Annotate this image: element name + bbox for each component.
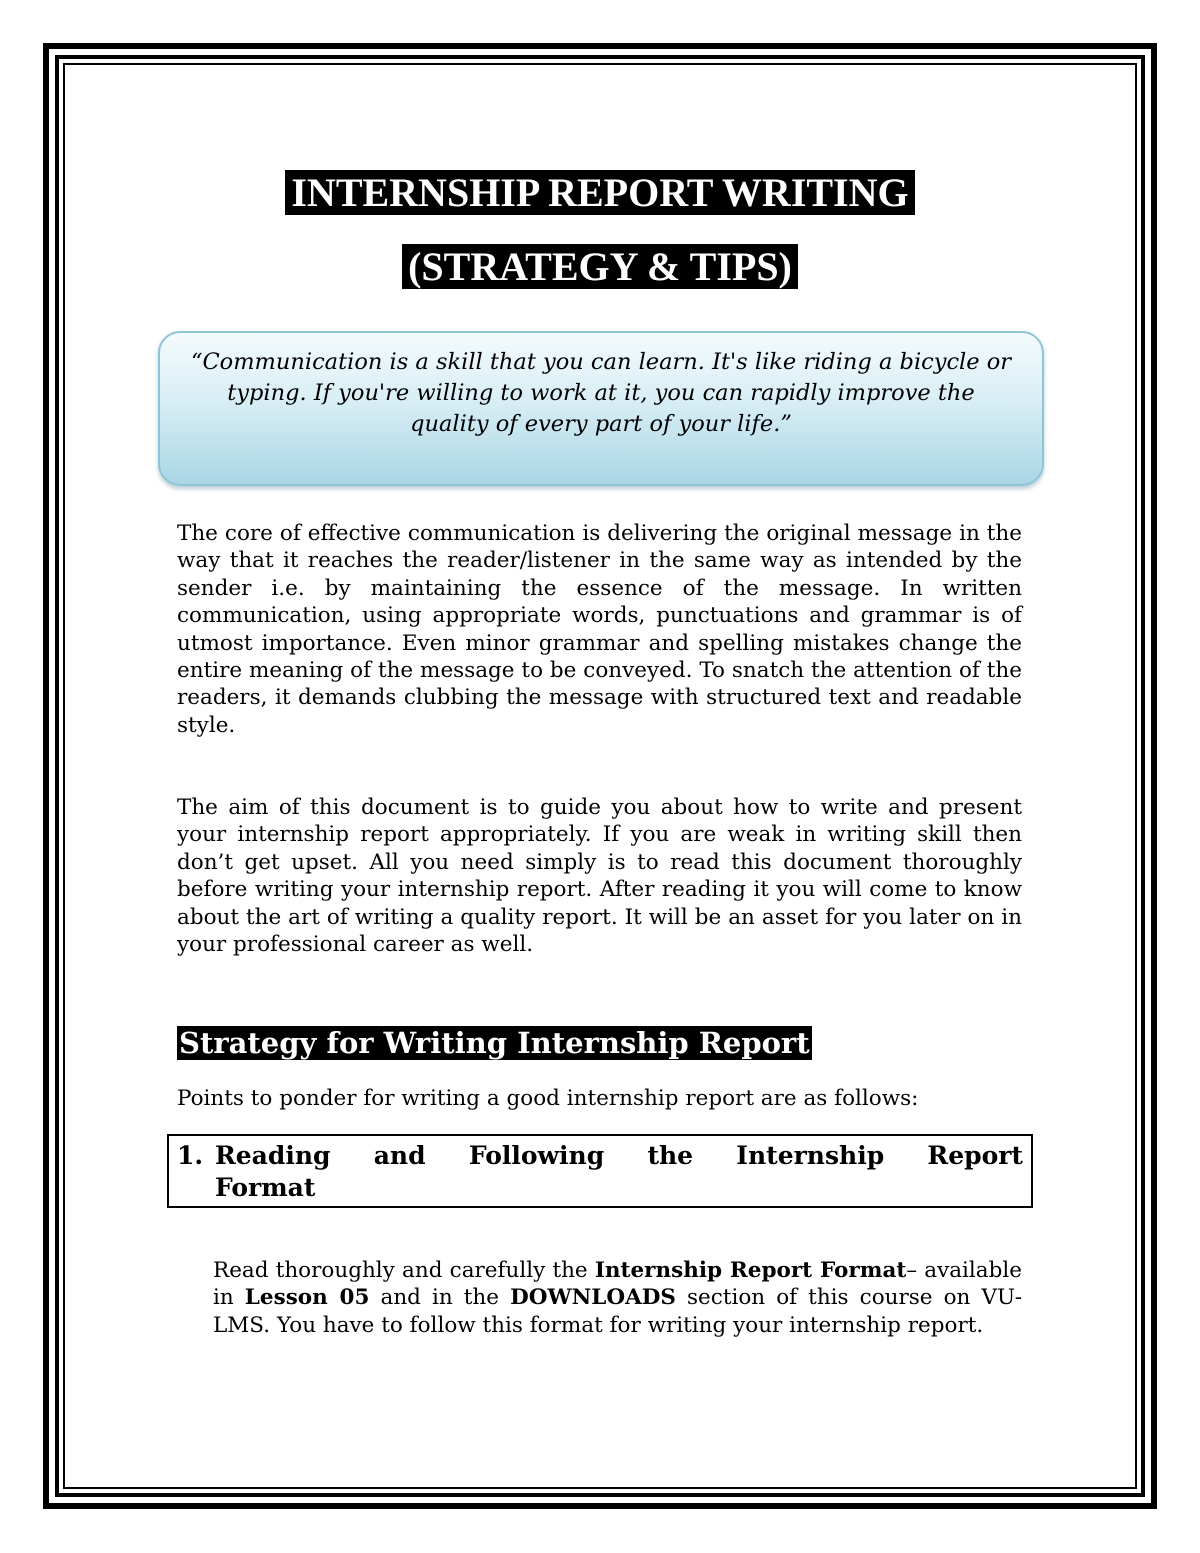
points-intro: Points to ponder for writing a good internship report are as follows: bbox=[177, 1086, 919, 1111]
paragraph-format bbox=[213, 1257, 1022, 1339]
quote-box bbox=[158, 331, 1044, 486]
section-heading-text: Strategy for Writing Internship Report bbox=[179, 1026, 810, 1060]
paragraph-aim: The aim of this document is to guide you about how to write and present your internship report appropriately. If you are weak in writing skill then don’t get upset. All you need simply is to read this document thoroughly before writing your internship report. After reading it you will come to know about the art of writing a quality report. It will be an asset for you later on in your professional career as well. bbox=[177, 795, 1022, 958]
point-1-word: the bbox=[647, 1141, 694, 1170]
paragraph-format-text: section of this course on VU-LMS. You have to follow this format for writing your internship report. bbox=[213, 1285, 1022, 1338]
point-1-word: Reading bbox=[215, 1141, 331, 1170]
point-1-word: Following bbox=[468, 1141, 605, 1170]
document-subtitle bbox=[0, 242, 1200, 292]
quote-text: “Communication is a skill that you can learn. It's like riding a bicycle or typing. If you're willing to work at it, you can rapidly improve the quality of every part of your life.” bbox=[190, 349, 1012, 437]
point-1-word: Internship bbox=[736, 1141, 885, 1170]
title-line-2: (STRATEGY & TIPS) bbox=[402, 244, 798, 289]
point-1-line-2: Format bbox=[215, 1173, 316, 1202]
point-1-word: and bbox=[373, 1141, 426, 1170]
paragraph-format-text: and in the bbox=[369, 1285, 511, 1311]
point-1-word: Report bbox=[927, 1141, 1023, 1170]
point-1-heading bbox=[215, 1140, 1023, 1204]
paragraph-intro: The core of effective communication is delivering the original message in the way that it reaches the reader/listener in the same way as intended by the sender i.e. by maintaining the essence of the message. In written communication, using appropriate words, punctuations and grammar is of utmost importance. Even minor grammar and spelling mistakes change the entire meaning of the message to be conveyed. To snatch the attention of the readers, it demands clubbing the message with structured text and readable style. bbox=[177, 521, 1022, 738]
section-heading bbox=[177, 1024, 812, 1062]
point-1-box bbox=[167, 1134, 1033, 1208]
paragraph-format-text: – available in bbox=[213, 1258, 1022, 1311]
title-line-1: INTERNSHIP REPORT WRITING bbox=[285, 170, 914, 215]
document-title bbox=[0, 168, 1200, 218]
lesson-reference: Lesson 05 bbox=[244, 1285, 370, 1311]
downloads-reference: DOWNLOADS bbox=[510, 1285, 676, 1311]
format-link-text: Internship Report Format bbox=[594, 1258, 907, 1283]
point-1-number: 1. bbox=[177, 1141, 204, 1170]
paragraph-format-text: Read thoroughly and carefully the bbox=[213, 1258, 595, 1283]
